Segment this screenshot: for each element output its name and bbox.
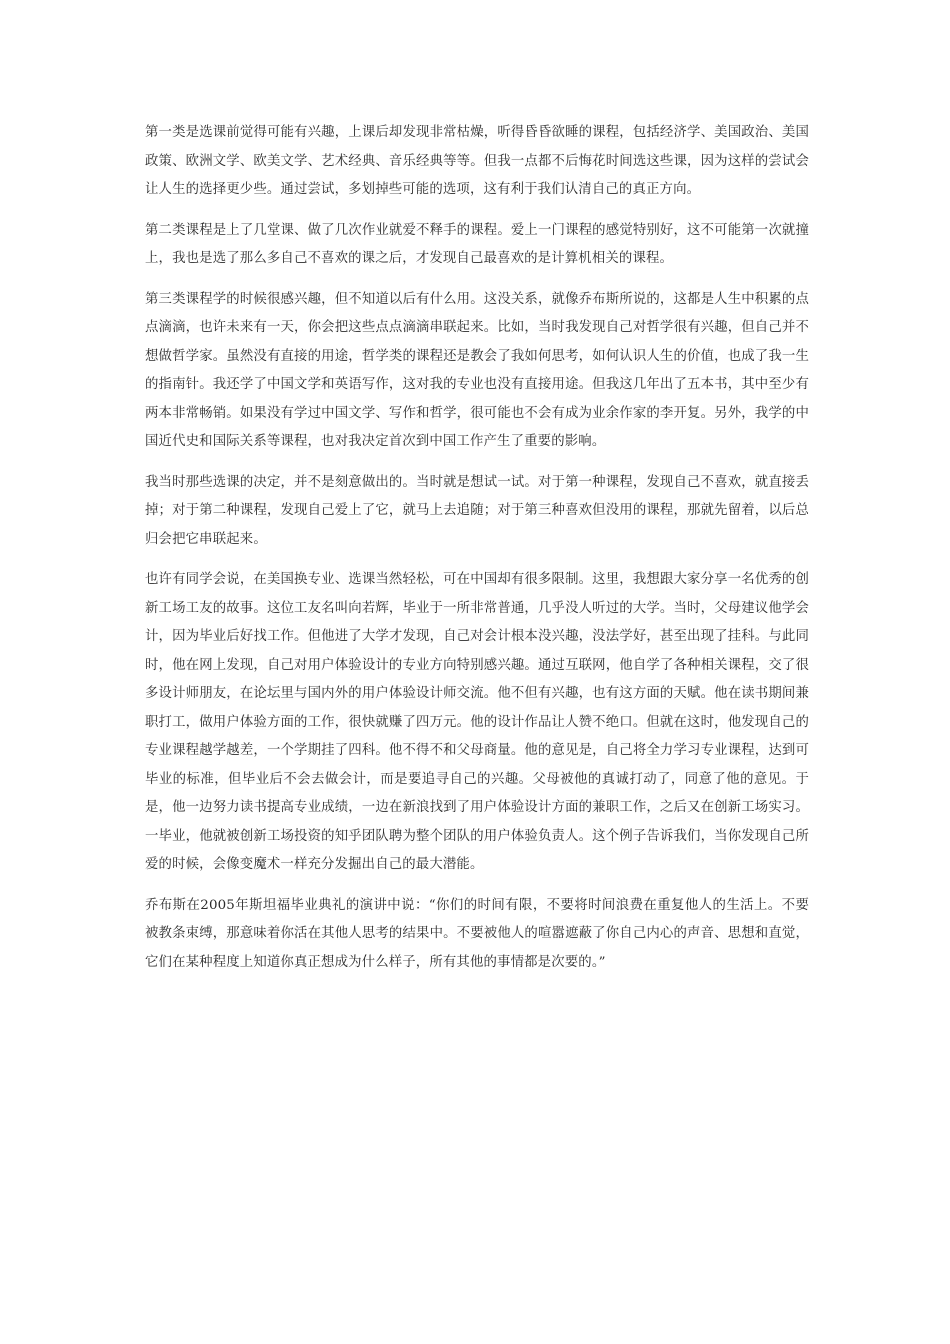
paragraph-colleague-story: 也许有同学会说，在美国换专业、选课当然轻松，可在中国却有很多限制。这里，我想跟大家分享一名优秀的创新工场工友的故事。这位工友名叫向若辉，毕业于一所非常普通，几乎没人听过的大学。当时，父母建议他学会计，因为毕业后好找工作。但他进了大学才发现，自己对会计根本没兴趣，没法学好，甚至出现了挂科。与此同时，他在网上发现，自己对用户体验设计的专业方向特别感兴趣。通过互联网，他自学了各种相关课程，交了很多设计师朋友，在论坛里与国内外的用户体验设计师交流。他不但有兴趣，也有这方面的天赋。他在读书期间兼职打工，做用户体验方面的工作，很快就赚了四万元。他的设计作品让人赞不绝口。但就在这时，他发现自己的专业课程越学越差，一个学期挂了四科。他不得不和父母商量。他的意见是，自己将全力学习专业课程，达到可毕业的标准，但毕业后不会去做会计，而是要追寻自己的兴趣。父母被他的真诚打动了，同意了他的意见。于是，他一边努力读书提高专业成绩，一边在新浪找到了用户体验设计方面的兼职工作，之后又在创新工场实习。一毕业，他就被创新工场投资的知乎团队聘为整个团队的用户体验负责人。这个例子告诉我们，当你发现自己所爱的时候，会像变魔术一样充分发掘出自己的最大潜能。 xyxy=(145,572,809,872)
paragraph-jobs-quote: 乔布斯在2005年斯坦福毕业典礼的演讲中说：“你们的时间有限，不要将时间浪费在重复他人的生活上。不要被教条束缚，那意味着你活在其他人思考的结果中。不要被他人的喧嚣遮蔽了你自己内心的声音、思想和直觉，它们在某种程度上知道你真正想成为什么样子，所有其他的事情都是次要的。” xyxy=(145,897,809,970)
paragraph-course-type-three: 第三类课程学的时候很感兴趣，但不知道以后有什么用。这没关系，就像乔布斯所说的，这都是人生中积累的点点滴滴，也许未来有一天，你会把这些点点滴滴串联起来。比如，当时我发现自己对哲学很有兴趣，但自己并不想做哲学家。虽然没有直接的用途，哲学类的课程还是教会了我如何思考，如何认识人生的价值，也成了我一生的指南针。我还学了中国文学和英语写作，这对我的专业也没有直接用途。但我这几年出了五本书，其中至少有两本非常畅销。如果没有学过中国文学、写作和哲学，很可能也不会有成为业余作家的李开复。另外，我学的中国近代史和国际关系等课程，也对我决定首次到中国工作产生了重要的影响。 xyxy=(145,291,809,449)
paragraph-course-decisions: 我当时那些选课的决定，并不是刻意做出的。当时就是想试一试。对于第一种课程，发现自己不喜欢，就直接丢掉；对于第二种课程，发现自己爱上了它，就马上去追随；对于第三种喜欢但没用的课程，那就先留着，以后总归会把它串联起来。 xyxy=(145,474,809,547)
document-page xyxy=(145,119,809,989)
paragraph-course-type-one: 第一类是选课前觉得可能有兴趣，上课后却发现非常枯燥，听得昏昏欲睡的课程，包括经济学、美国政治、美国政策、欧洲文学、欧美文学、艺术经典、音乐经典等等。但我一点都不后悔花时间选这些课，因为这样的尝试会让人生的选择更少些。通过尝试，多划掉些可能的选项，这有利于我们认清自己的真正方向。 xyxy=(145,125,809,197)
paragraph-course-type-two: 第二类课程是上了几堂课、做了几次作业就爱不释手的课程。爱上一门课程的感觉特别好，这不可能第一次就撞上，我也是选了那么多自己不喜欢的课之后，才发现自己最喜欢的是计算机相关的课程。 xyxy=(145,222,809,266)
